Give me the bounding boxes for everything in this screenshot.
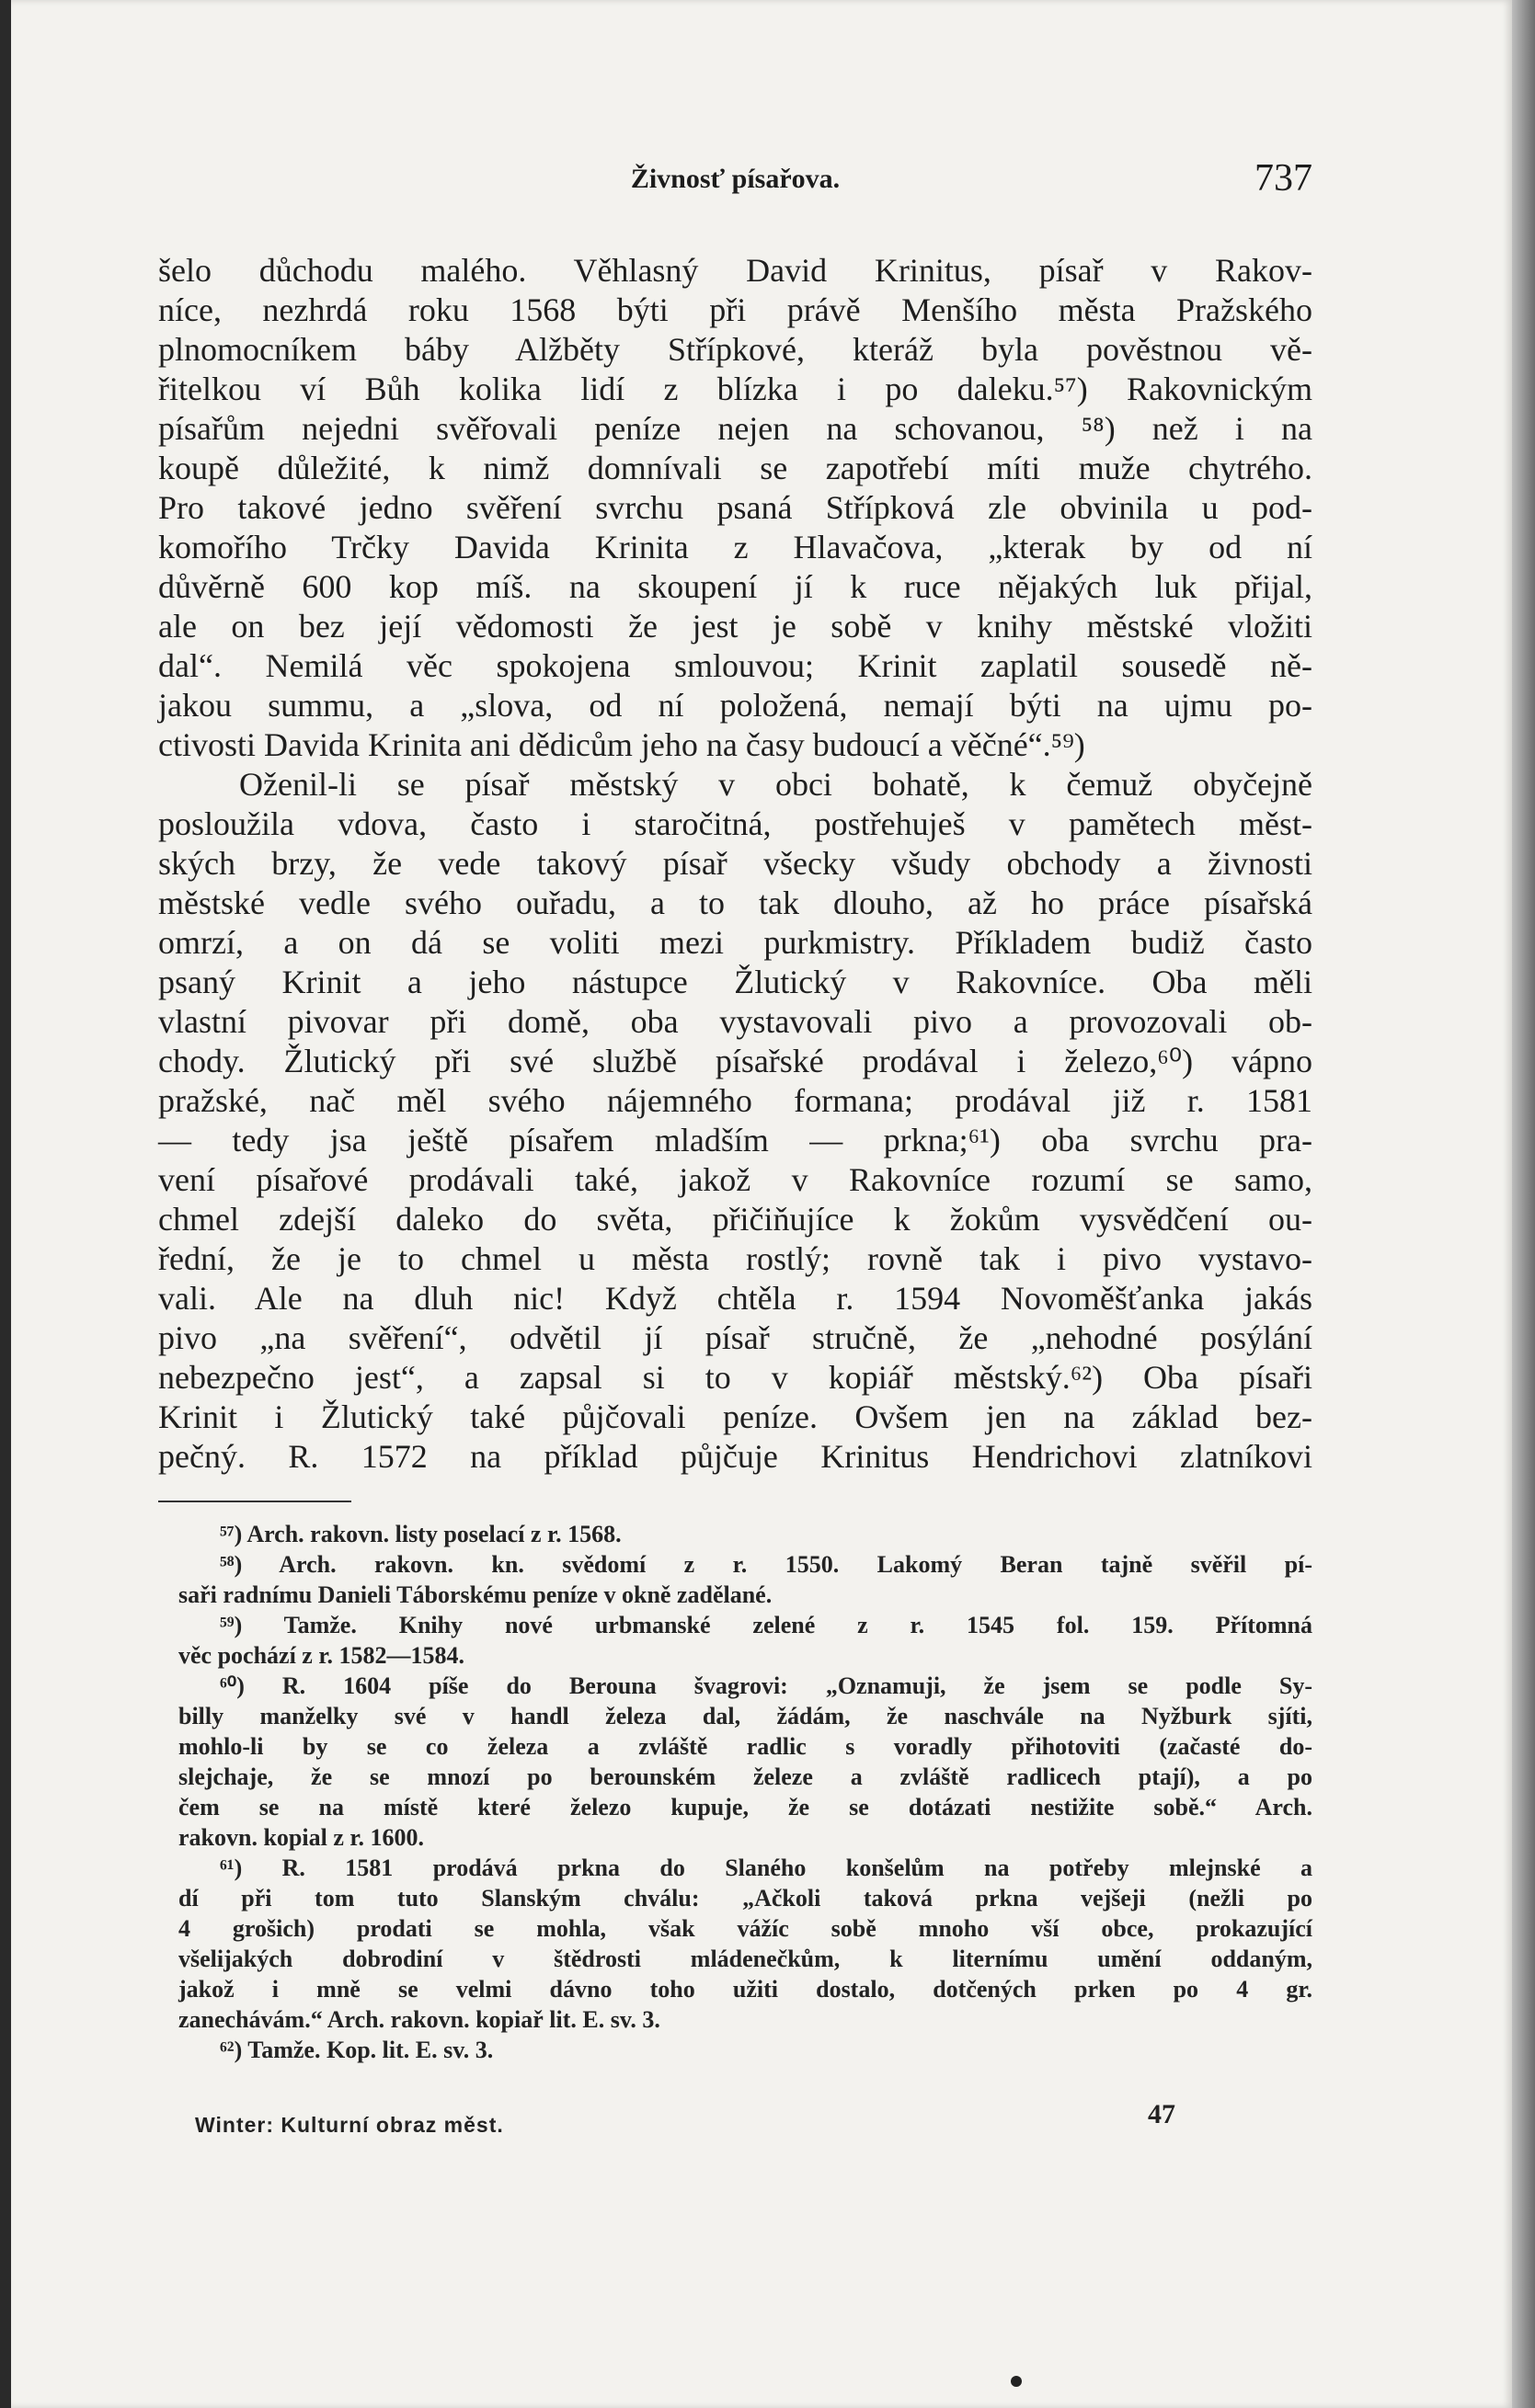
text-line: šelo důchodu malého. Věhlasný David Krinitus, písař v Rakov- (158, 252, 1312, 289)
running-head (158, 156, 1312, 202)
footnote-60: ⁶⁰) R. 1604 píše do Berouna švagrovi: „Oznamuji, že jsem se podle Sy- (220, 1672, 1312, 1699)
footnote-line: slejchaje, že se mnozí po berounském železe a zvláště radlicech ptají), a po (178, 1763, 1312, 1790)
text-line: jakou summu, a „slova, od ní položená, nemají býti na ujmu po- (158, 687, 1312, 724)
text-line: řitelkou ví Bůh kolika lidí z blízka i po daleku.⁵⁷) Rakovnickým (158, 371, 1312, 407)
footnote-line: čem se na místě které železo kupuje, že se dotázati nestižite sobě.“ Arch. (178, 1794, 1312, 1820)
text-line: ale on bez její vědomosti že jest je sobě v knihy městské vložiti (158, 608, 1312, 645)
footnote-58: ⁵⁸) Arch. rakovn. kn. svědomí z r. 1550. Lakomý Beran tajně svěřil pí- (220, 1551, 1312, 1578)
footnote-61: ⁶¹) R. 1581 prodává prkna do Slaného konšelům na potřeby mlejnské a (220, 1855, 1312, 1881)
footnotes (178, 1519, 1312, 2065)
footnote-line: billy manželky své v handl železa dal, žádám, že naschvále na Nyžburk sjíti, (178, 1703, 1312, 1729)
text-line: — tedy jsa ještě písařem mladším — prkna;⁶¹) oba svrchu pra- (158, 1122, 1312, 1158)
text-line: nebezpečno jest“, a zapsal si to v kopiář městský.⁶²) Oba písaři (158, 1359, 1312, 1396)
text-line: pražské, nač měl svého nájemného formana; prodával již r. 1581 (158, 1082, 1312, 1119)
text-line: psaný Krinit a jeho nástupce Žlutický v Rakovníce. Oba měli (158, 964, 1312, 1000)
running-title: Živnosť písařova. (630, 164, 841, 194)
book-page (11, 0, 1512, 2408)
footnote-line: 4 grošich) prodati se mohla, však vážíc sobě mnoho vší obce, prokazující (178, 1915, 1312, 1942)
footnote-62: ⁶²) Tamže. Kop. lit. E. sv. 3. (220, 2037, 494, 2063)
text-line: pečný. R. 1572 na příklad půjčuje Krinitus Hendrichovi zlatníkovi (158, 1438, 1312, 1475)
page-edge-shadow (1512, 0, 1535, 2408)
text-line: Pro takové jedno svěření svrchu psaná Střípková zle obvinila u pod- (158, 489, 1312, 526)
text-line: posloužila vdova, často i staročitná, postřehuješ v pamětech měst- (158, 805, 1312, 842)
ink-speck (1011, 2376, 1022, 2387)
text-line: pivo „na svěření“, odvětil jí písař stručně, že „nehodné posýlání (158, 1319, 1312, 1356)
text-line: ctivosti Davida Krinita ani dědicům jeho na časy budoucí a věčné“.⁵⁹) (158, 726, 1085, 763)
text-line: vali. Ale na dluh nic! Když chtěla r. 1594 Novoměšťanka jakás (158, 1280, 1312, 1317)
footnote-line: všelijakých dobrodiní v štědrosti mládenečkům, k liternímu umění oddaným, (178, 1946, 1312, 1972)
text-line: ských brzy, že vede takový písař všecky všudy obchody a živnosti (158, 845, 1312, 882)
text-line: omrzí, a on dá se voliti mezi purkmistry. Příkladem budiž často (158, 924, 1312, 961)
text-line: Krinit i Žlutický také půjčovali peníze. Ovšem jen na základ bez- (158, 1398, 1312, 1435)
text-line: dal“. Nemilá věc spokojena smlouvou; Krinit zaplatil sousedě ně- (158, 647, 1312, 684)
footnote-59: ⁵⁹) Tamže. Knihy nové urbmanské zelené z r. 1545 fol. 159. Přítomná (220, 1612, 1312, 1638)
footnote-divider (158, 1501, 351, 1502)
text-line: komořího Trčky Davida Krinita z Hlavačova, „kterak by od ní (158, 529, 1312, 565)
page-number: 737 (1254, 157, 1312, 200)
footnote-line: rakovn. kopial z r. 1600. (178, 1824, 425, 1851)
text-line: níce, nezhrdá roku 1568 býti při právě Menšího města Pražského (158, 291, 1312, 328)
text-line: Oženil-li se písař městský v obci bohatě, k čemuž obyčejně (239, 766, 1312, 803)
text-line: písařům nejedni svěřovali peníze nejen na schovanou, ⁵⁸) než i na (158, 410, 1312, 447)
text-line: řední, že je to chmel u města rostlý; rovně tak i pivo vystavo- (158, 1240, 1312, 1277)
main-text (158, 251, 1312, 1477)
text-line: městské vedle svého ouřadu, a to tak dlouho, až ho práce písařská (158, 884, 1312, 921)
text-line: důvěrně 600 kop míš. na skoupení jí k ruce nějakých luk přijal, (158, 568, 1312, 605)
footnote-line: dí při tom tuto Slanským chválu: „Ačkoli taková prkna vejšeji (nežli po (178, 1885, 1312, 1912)
footnote-line: věc pochází z r. 1582—1584. (178, 1642, 464, 1669)
footnote-line: mohlo-li by se co železa a zvláště radlic s voradly přihotoviti (začasté do- (178, 1733, 1312, 1760)
signature-number: 47 (1148, 2099, 1175, 2129)
text-line: chody. Žlutický při své službě písařské prodával i železo,⁶⁰) vápno (158, 1043, 1312, 1079)
footnote-57: ⁵⁷) Arch. rakovn. listy poselací z r. 1568. (220, 1521, 622, 1547)
text-line: chmel zdejší daleko do světa, přičiňujíce k žokům vysvědčení ou- (158, 1201, 1312, 1238)
footnote-line: jakož i mně se velmi dávno toho užiti dostalo, dotčených prken po 4 gr. (178, 1976, 1312, 2003)
text-line: vlastní pivovar při domě, oba vystavovali pivo a provozovali ob- (158, 1003, 1312, 1040)
text-line: plnomocníkem báby Alžběty Střípkové, kteráž byla pověstnou vě- (158, 331, 1312, 368)
footnote-line: saři radnímu Danieli Táborskému peníze v okně zadělané. (178, 1581, 773, 1608)
footnote-line: zanechávám.“ Arch. rakovn. kopiař lit. E. sv. 3. (178, 2006, 660, 2033)
text-line: vení písařové prodávali také, jakož v Rakovníce rozumí se samo, (158, 1161, 1312, 1198)
text-line: koupě důležité, k nimž domnívali se zapotřebí míti muže chytrého. (158, 450, 1312, 486)
printer-signature: Winter: Kulturní obraz měst. (195, 2113, 504, 2137)
